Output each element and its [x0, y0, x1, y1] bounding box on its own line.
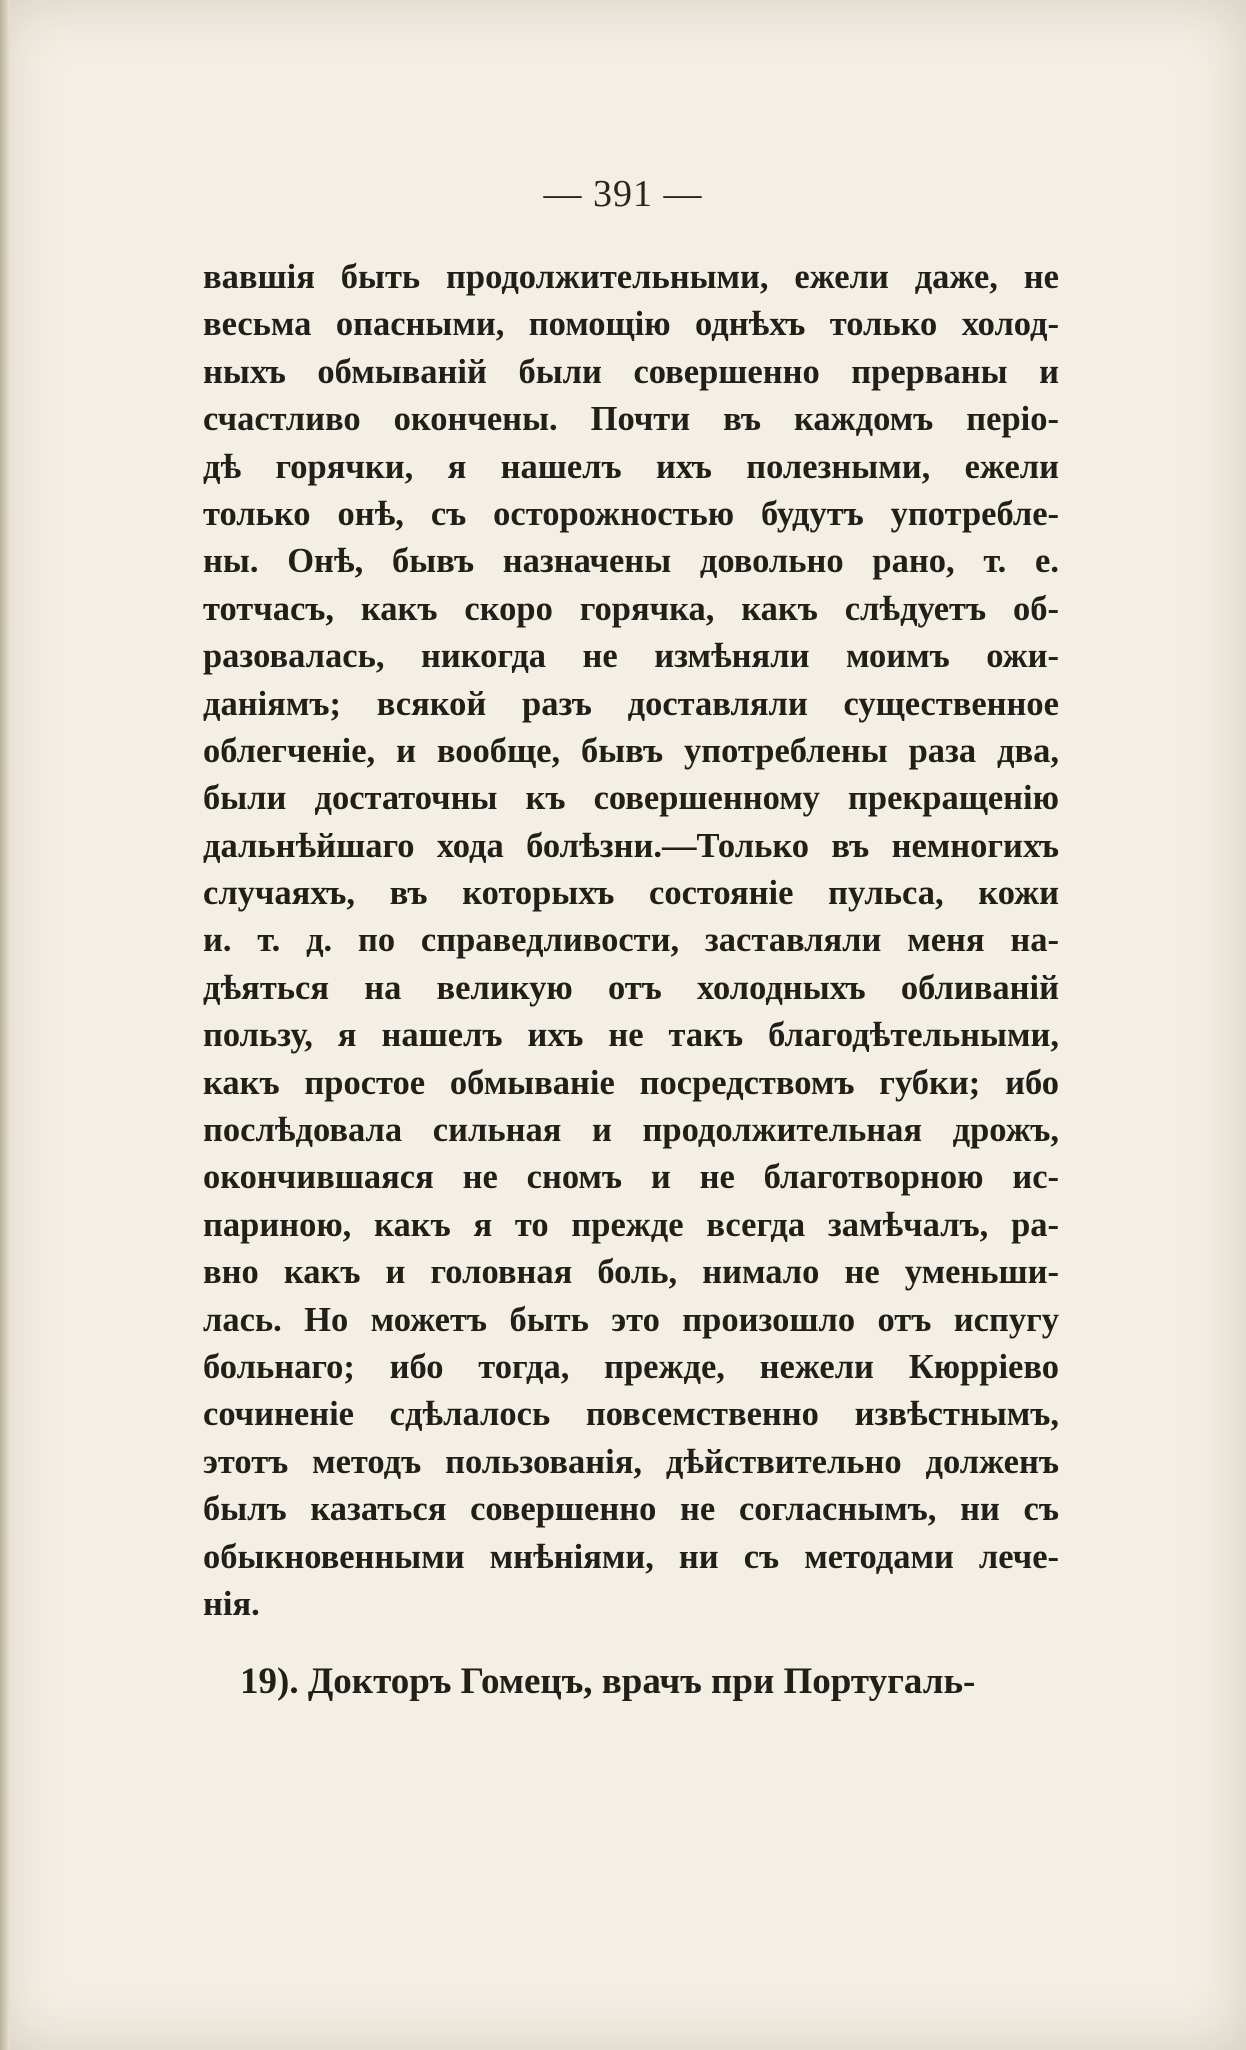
- text-line: облегченіе, и вообще, бывъ употреблены раза два,: [203, 731, 1059, 770]
- text-line: 19). Докторъ Гомецъ, врачъ при Португаль-: [240, 1661, 976, 1702]
- next-paragraph: [240, 1658, 1059, 1706]
- text-line: вно какъ и головная боль, нимало не уменьши-: [203, 1253, 1059, 1292]
- text-line: и. т. д. по справедливости, заставляли меня на-: [203, 921, 1059, 960]
- text-line: нія.: [203, 1584, 260, 1623]
- text-line: дальнѣйшаго хода болѣзни.—Только въ немногихъ: [203, 826, 1059, 865]
- text-line: париною, какъ я то прежде всегда замѣчалъ, ра-: [203, 1205, 1059, 1244]
- text-line: обыкновенными мнѣніями, ни съ методами лече-: [203, 1537, 1059, 1576]
- text-line: счастливо окончены. Почти въ каждомъ періо-: [203, 400, 1059, 439]
- text-line: лась. Но можетъ быть это произошло отъ испугу: [203, 1300, 1059, 1339]
- page-number: — 391 —: [543, 173, 703, 215]
- text-line: разовалась, никогда не измѣняли моимъ ожи-: [203, 637, 1059, 676]
- page-binding-edge: [0, 0, 10, 2050]
- text-line: даніямъ; всякой разъ доставляли существенное: [203, 684, 1059, 723]
- text-line: послѣдовала сильная и продолжительная дрожъ,: [203, 1111, 1059, 1150]
- text-line: больнаго; ибо тогда, прежде, нежели Кюрріево: [203, 1347, 1059, 1386]
- text-line: какъ простое обмываніе посредствомъ губки; ибо: [203, 1063, 1059, 1102]
- text-line: былъ казаться совершенно не согласнымъ, ни съ: [203, 1490, 1059, 1529]
- text-line: ныхъ обмываній были совершенно прерваны и: [203, 352, 1059, 391]
- body-text: [203, 254, 1059, 1628]
- text-line: весьма опасными, помощію однѣхъ только холод-: [203, 305, 1059, 344]
- text-line: сочиненіе сдѣлалось повсемственно извѣстнымъ,: [203, 1395, 1059, 1434]
- text-line: окончившаяся не сномъ и не благотворною ис-: [203, 1158, 1059, 1197]
- text-line: дѣяться на великую отъ холодныхъ обливаній: [203, 968, 1059, 1007]
- text-line: этотъ методъ пользованія, дѣйствительно долженъ: [203, 1442, 1059, 1481]
- text-line: случаяхъ, въ которыхъ состояніе пульса, кожи: [203, 874, 1059, 913]
- text-line: пользу, я нашелъ ихъ не такъ благодѣтельными,: [203, 1016, 1059, 1055]
- text-line: вавшія быть продолжительными, ежели даже, не: [203, 258, 1059, 296]
- text-line: тотчасъ, какъ скоро горячка, какъ слѣдуетъ об-: [203, 589, 1059, 628]
- text-line: ны. Онѣ, бывъ назначены довольно рано, т. е.: [203, 542, 1059, 581]
- text-line: только онѣ, съ осторожностью будутъ употребле-: [203, 494, 1059, 533]
- text-line: дѣ горячки, я нашелъ ихъ полезными, ежели: [203, 447, 1059, 486]
- text-line: были достаточны къ совершенному прекращенію: [203, 779, 1059, 818]
